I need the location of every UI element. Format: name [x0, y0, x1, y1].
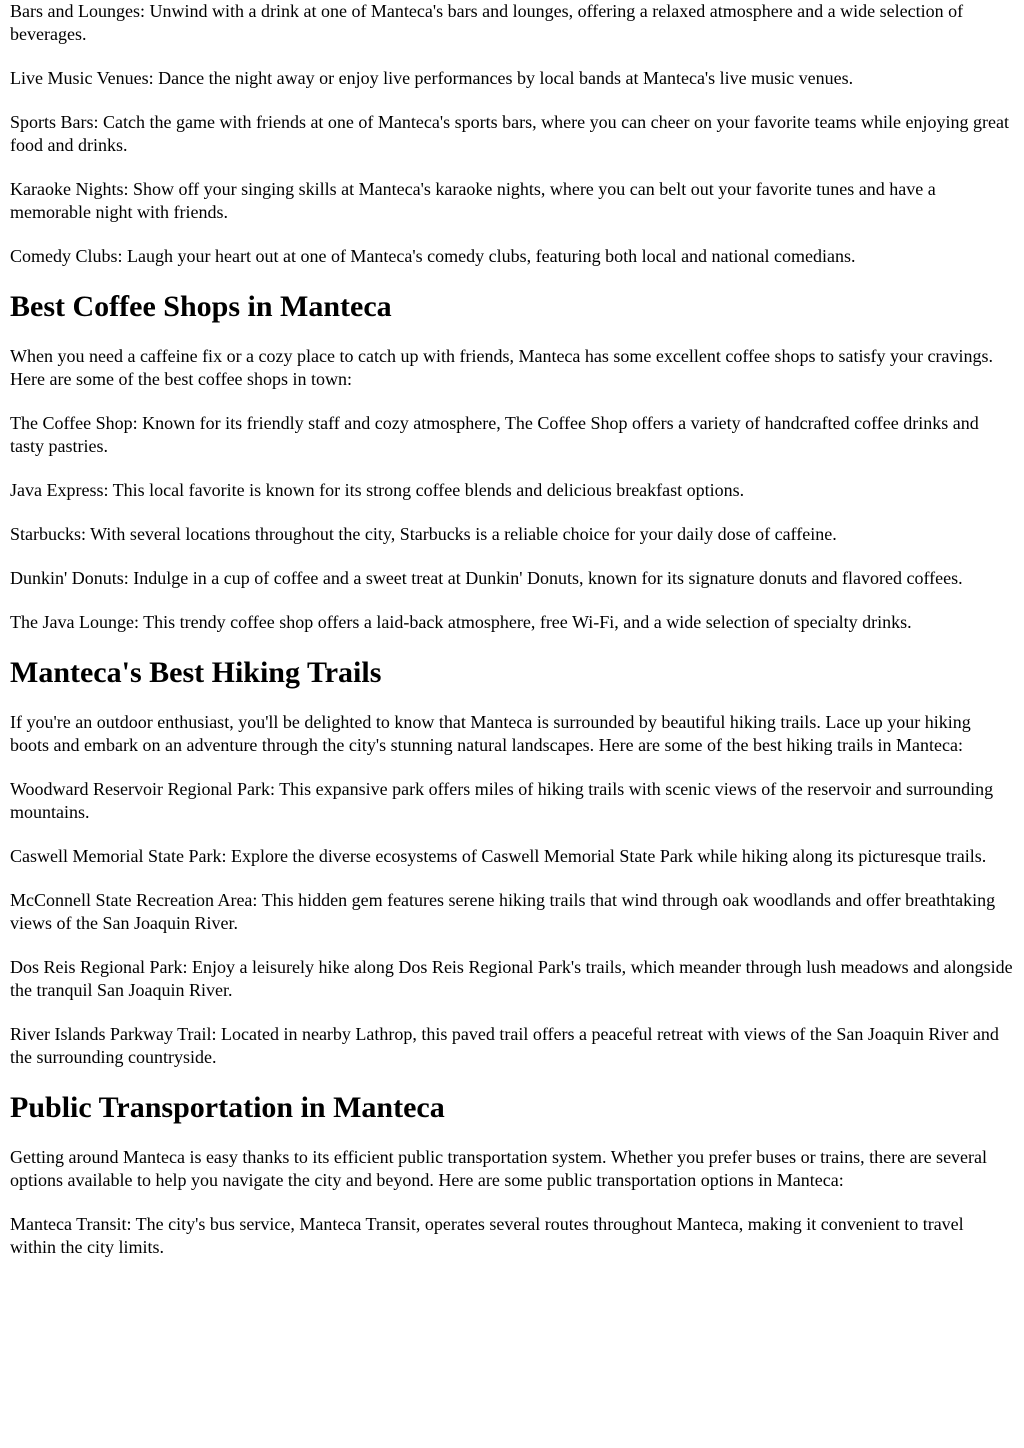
- heading-hiking-trails: Manteca's Best Hiking Trails: [10, 656, 382, 689]
- paragraph-comedy-clubs: Comedy Clubs: Laugh your heart out at one of Manteca's comedy clubs, featuring both local and national comedians.: [10, 246, 856, 266]
- heading-coffee-shops: Best Coffee Shops in Manteca: [10, 290, 392, 323]
- paragraph-manteca-transit: Manteca Transit: The city's bus service, Manteca Transit, operates several routes throughout Manteca, making it convenient to travel within the city limits.: [10, 1214, 964, 1257]
- paragraph-dos-reis: Dos Reis Regional Park: Enjoy a leisurely hike along Dos Reis Regional Park's trails, which meander through lush meadows and alongside the tranquil San Joaquin River.: [10, 957, 1013, 1000]
- paragraph-transport-intro: Getting around Manteca is easy thanks to its efficient public transportation system. Whether you prefer buses or trains, there are several options available to help you navigate the city and beyond. Here are some public transportation options in Manteca:: [10, 1147, 988, 1190]
- paragraph-woodward-reservoir: Woodward Reservoir Regional Park: This expansive park offers miles of hiking trails with scenic views of the reservoir and surrounding mountains.: [10, 779, 994, 822]
- paragraph-caswell-memorial: Caswell Memorial State Park: Explore the diverse ecosystems of Caswell Memorial State Park while hiking along its picturesque trails.: [10, 846, 987, 866]
- paragraph-java-lounge: The Java Lounge: This trendy coffee shop offers a laid-back atmosphere, free Wi-Fi, and a wide selection of specialty drinks.: [10, 612, 912, 632]
- paragraph-sports-bars: Sports Bars: Catch the game with friends at one of Manteca's sports bars, where you can cheer on your favorite teams while enjoying great food and drinks.: [10, 112, 1009, 155]
- paragraph-java-express: Java Express: This local favorite is known for its strong coffee blends and delicious breakfast options.: [10, 480, 745, 500]
- paragraph-live-music: Live Music Venues: Dance the night away or enjoy live performances by local bands at Manteca's live music venues.: [10, 68, 854, 88]
- paragraph-bars-lounges: Bars and Lounges: Unwind with a drink at one of Manteca's bars and lounges, offering a relaxed atmosphere and a wide selection of beverages.: [10, 1, 964, 44]
- heading-public-transportation: Public Transportation in Manteca: [10, 1091, 445, 1124]
- paragraph-karaoke: Karaoke Nights: Show off your singing skills at Manteca's karaoke nights, where you can belt out your favorite tunes and have a memorable night with friends.: [10, 179, 936, 222]
- paragraph-the-coffee-shop: The Coffee Shop: Known for its friendly staff and cozy atmosphere, The Coffee Shop offers a variety of handcrafted coffee drinks and tasty pastries.: [10, 413, 979, 456]
- paragraph-mcconnell: McConnell State Recreation Area: This hidden gem features serene hiking trails that wind through oak woodlands and offer breathtaking views of the San Joaquin River.: [10, 890, 996, 933]
- paragraph-river-islands: River Islands Parkway Trail: Located in nearby Lathrop, this paved trail offers a peaceful retreat with views of the San Joaquin River and the surrounding countryside.: [10, 1024, 999, 1067]
- paragraph-starbucks: Starbucks: With several locations throughout the city, Starbucks is a reliable choice for your daily dose of caffeine.: [10, 524, 837, 544]
- paragraph-coffee-intro: When you need a caffeine fix or a cozy place to catch up with friends, Manteca has some excellent coffee shops to satisfy your cravings. Here are some of the best coffee shops in town:: [10, 346, 993, 389]
- paragraph-dunkin-donuts: Dunkin' Donuts: Indulge in a cup of coffee and a sweet treat at Dunkin' Donuts, known for its signature donuts and flavored coffees.: [10, 568, 963, 588]
- paragraph-hiking-intro: If you're an outdoor enthusiast, you'll be delighted to know that Manteca is surrounded by beautiful hiking trails. Lace up your hiking boots and embark on an adventure through the city's stunning natural landscapes. Here are some of the best hiking trails in Manteca:: [10, 712, 971, 755]
